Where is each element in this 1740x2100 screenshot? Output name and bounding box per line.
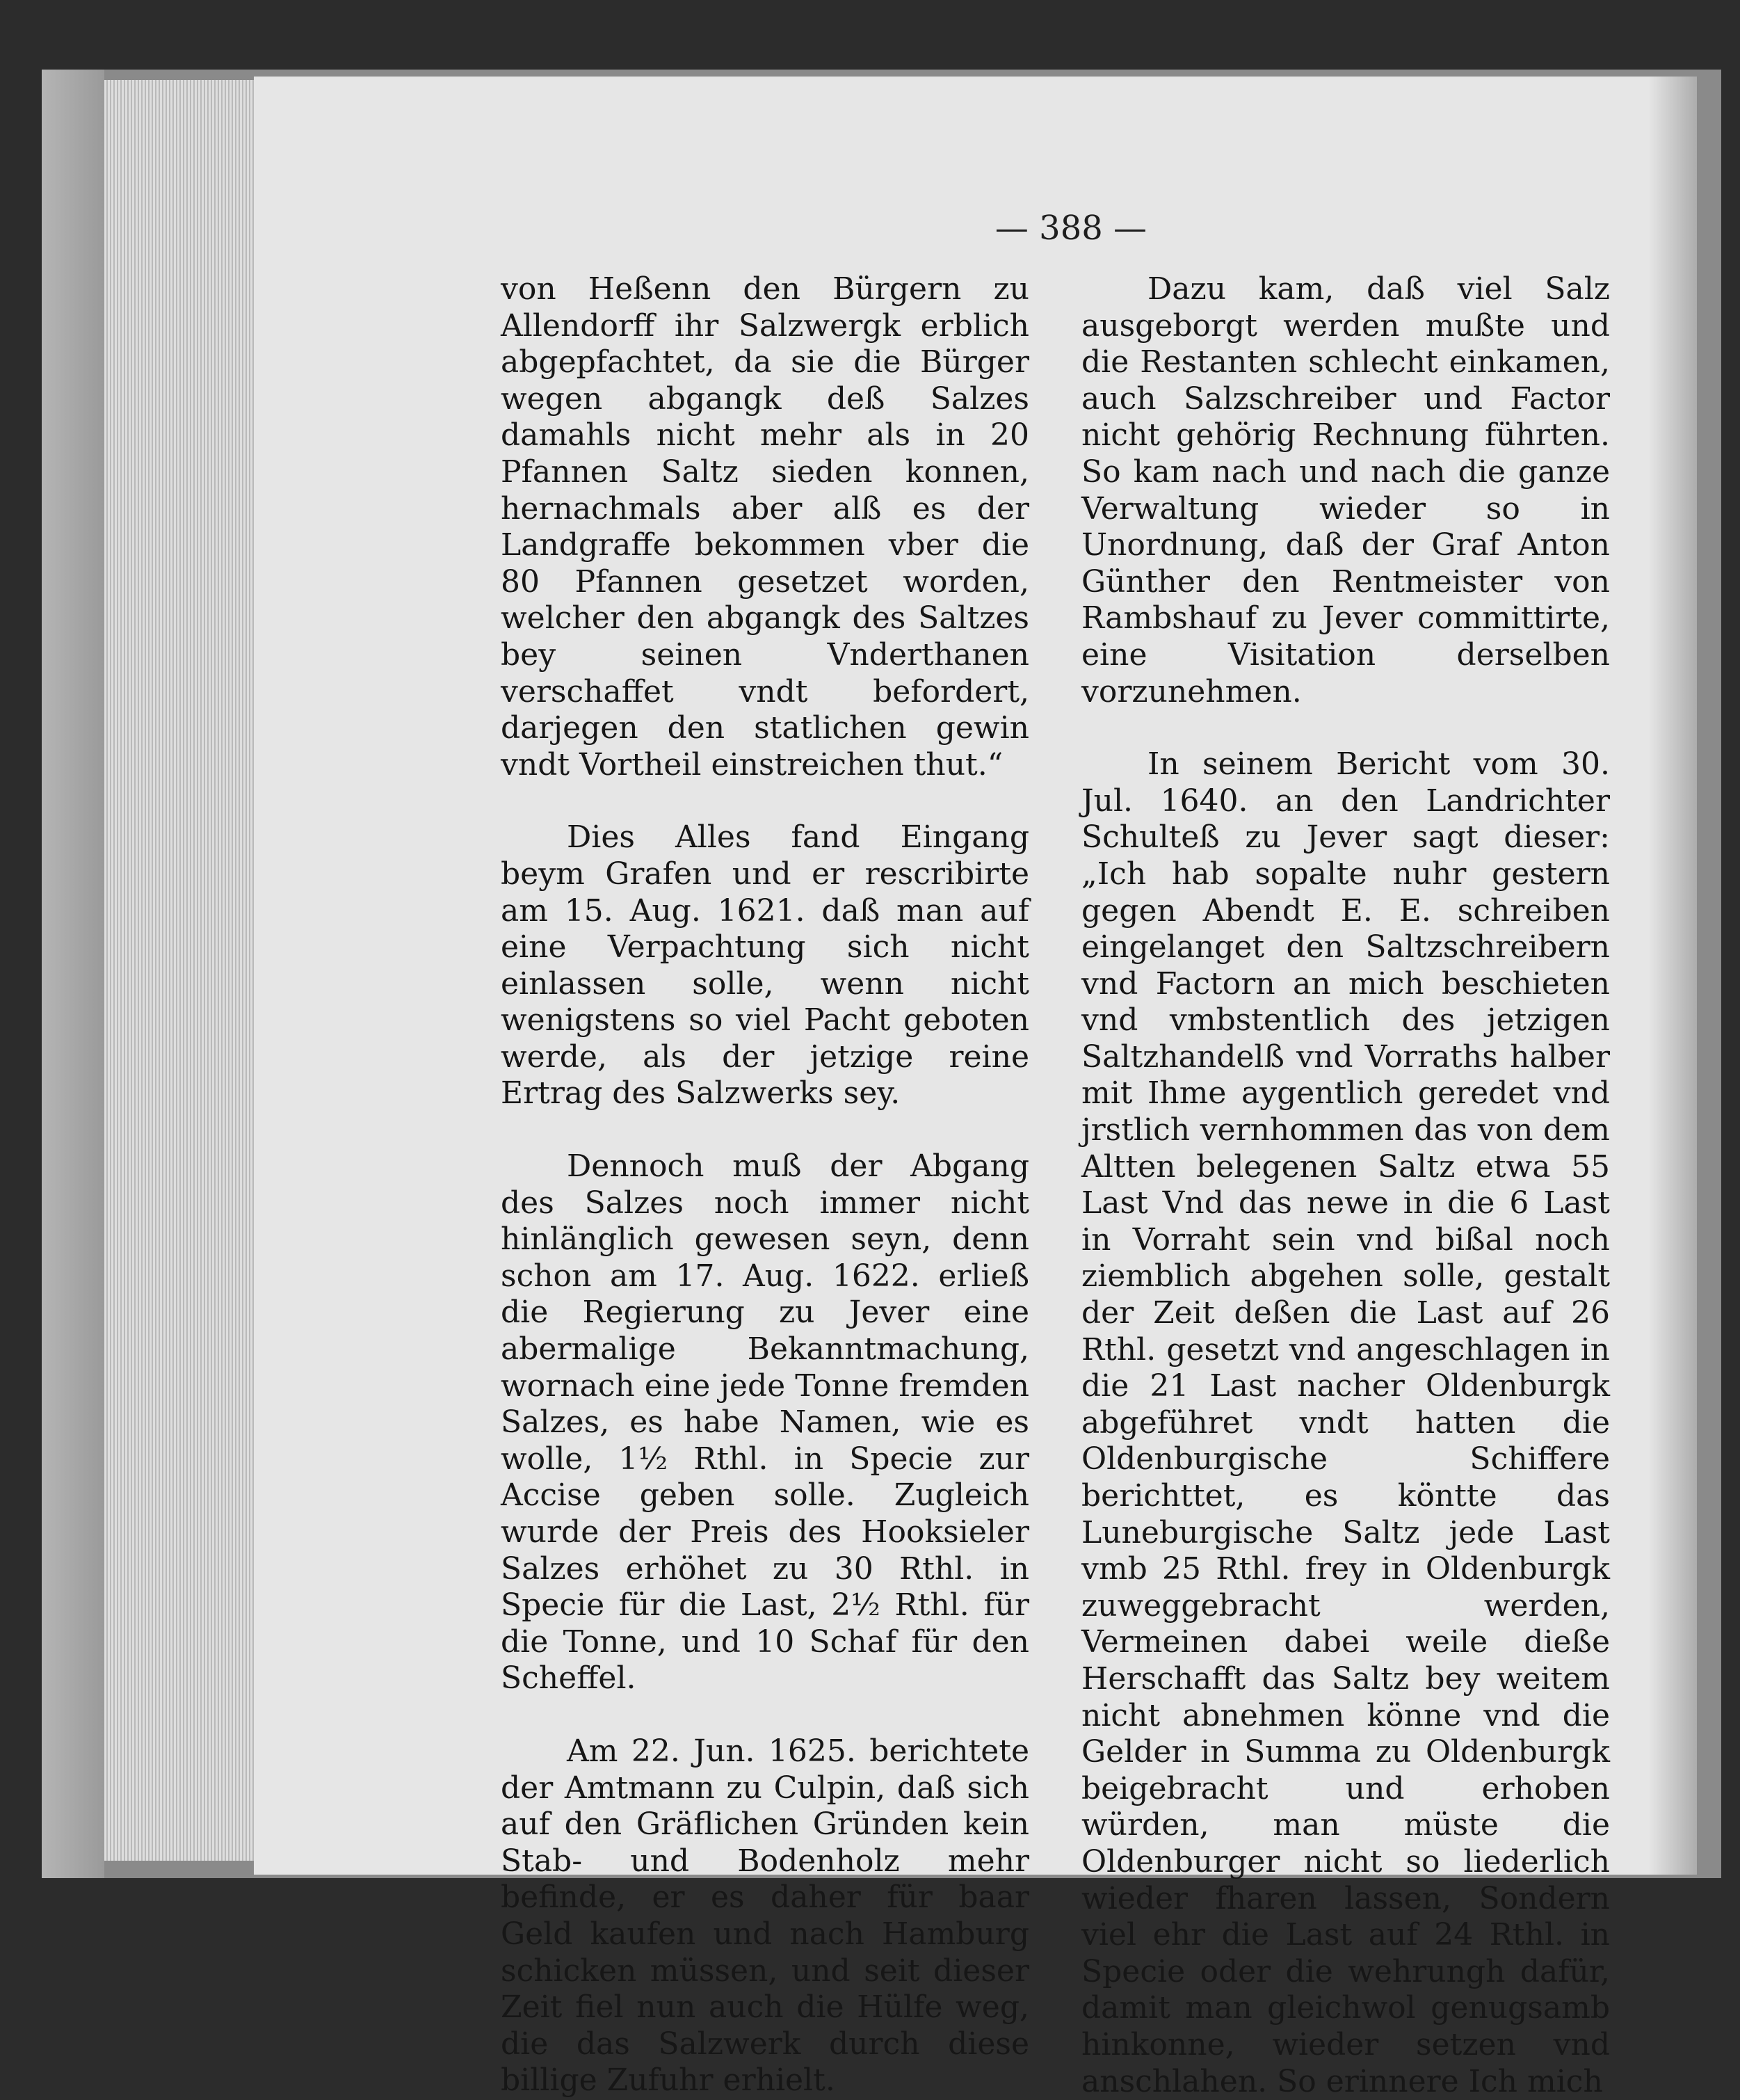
- book-spine-edge: [42, 70, 104, 1878]
- paragraph: von Heßenn den Bürgern zu Allendorff ihr Salzwergk erblich abgepfachtet, da sie die Bürger wegen abgangk deß Salzes damahls nicht mehr als in 20 Pfannen Saltz sieden konnen, hernachmals aber alß es der Landgraffe bekommen vber die 80 Pfannen gesetzet worden, welcher den abgangk des Saltzes bey seinen Vnderthanen verschaffet vndt befordert, darjegen den statlichen gewin vndt Vortheil einstreichen thut.“: [501, 271, 1029, 783]
- paragraph-gap: [501, 1697, 1029, 1733]
- right-text-column: [1081, 271, 1610, 2100]
- page-stack-edges: [104, 80, 254, 1861]
- paragraph: Dazu kam, daß viel Salz ausgeborgt werden mußte und die Restanten schlecht einkamen, auch Salzschreiber und Factor nicht gehörig Rechnung führten. So kam nach und nach die ganze Verwaltung wieder so in Unordnung, daß der Graf Anton Günther den Rentmeister von Rambshauf zu Jever committirte, eine Visitation derselben vorzunehmen.: [1081, 271, 1610, 710]
- paragraph-gap: [1081, 710, 1610, 746]
- page-gutter-shadow: [1648, 77, 1697, 1875]
- paragraph: Dennoch muß der Abgang des Salzes noch immer nicht hinlänglich gewesen seyn, denn schon am 17. Aug. 1622. erließ die Regierung zu Jever eine abermalige Bekanntmachung, wornach eine jede Tonne fremden Salzes, es habe Namen, wie es wolle, 1½ Rthl. in Specie zur Accise geben solle. Zugleich wurde der Preis des Hooksieler Salzes erhöhet zu 30 Rthl. in Specie für die Last, 2½ Rthl. für die Tonne, und 10 Schaf für den Scheffel.: [501, 1148, 1029, 1697]
- paragraph: Am 22. Jun. 1625. berichtete der Amtmann zu Culpin, daß sich auf den Gräflichen Gründen kein Stab- und Bodenholz mehr befinde, er es daher für baar Geld kaufen und nach Hamburg schicken müssen, und seit dieser Zeit fiel nun auch die Hülfe weg, die das Salzwerk durch diese billige Zufuhr erhielt.: [501, 1733, 1029, 2099]
- paragraph: In seinem Bericht vom 30. Jul. 1640. an den Landrichter Schulteß zu Jever sagt dieser: „Ich hab sopalte nuhr gestern gegen Abendt E. E. schreiben eingelanget den Saltzschreibern vnd Factorn an mich beschieten vnd vmbstentlich des jetzigen Saltzhandelß vnd Vorraths halber mit Ihme aygentlich geredet vnd jrstlich vernhommen das von dem Altten belegenen Saltz etwa 55 Last Vnd das newe in die 6 Last in Vorraht sein vnd bißal noch ziemblich abgehen solle, gestalt der Zeit deßen die Last auf 26 Rthl. gesetzt vnd angeschlagen in die 21 Last nacher Oldenburgk abgeführet vndt hatten die Oldenburgische Schiffere berichttet, es köntte das Luneburgische Saltz jede Last vmb 25 Rthl. frey in Oldenburgk zuweggebracht werden, Vermeinen dabei weile dieße Herschafft das Saltz bey weitem nicht abnehmen könne vnd die Gelder in Summa zu Oldenburgk beigebracht und erhoben würden, man müste die Oldenburger nicht so liederlich wieder fharen lassen, Sondern viel ehr die Last auf 24 Rthl. in Specie oder die wehrungh dafür, damit man gleichwol genugsamb hinkonne, wieder setzen vnd anschlahen. So erinnere Ich mich: [1081, 746, 1610, 2099]
- left-text-column: [501, 271, 1029, 2099]
- paragraph-gap: [501, 783, 1029, 819]
- page-number: — 388 —: [994, 209, 1147, 248]
- paragraph: Dies Alles fand Eingang beym Grafen und er rescribirte am 15. Aug. 1621. daß man auf eine Verpachtung sich nicht einlassen solle, wenn nicht wenigstens so viel Pacht geboten werde, als der jetzige reine Ertrag des Salzwerks sey.: [501, 819, 1029, 1112]
- paragraph-gap: [501, 1112, 1029, 1148]
